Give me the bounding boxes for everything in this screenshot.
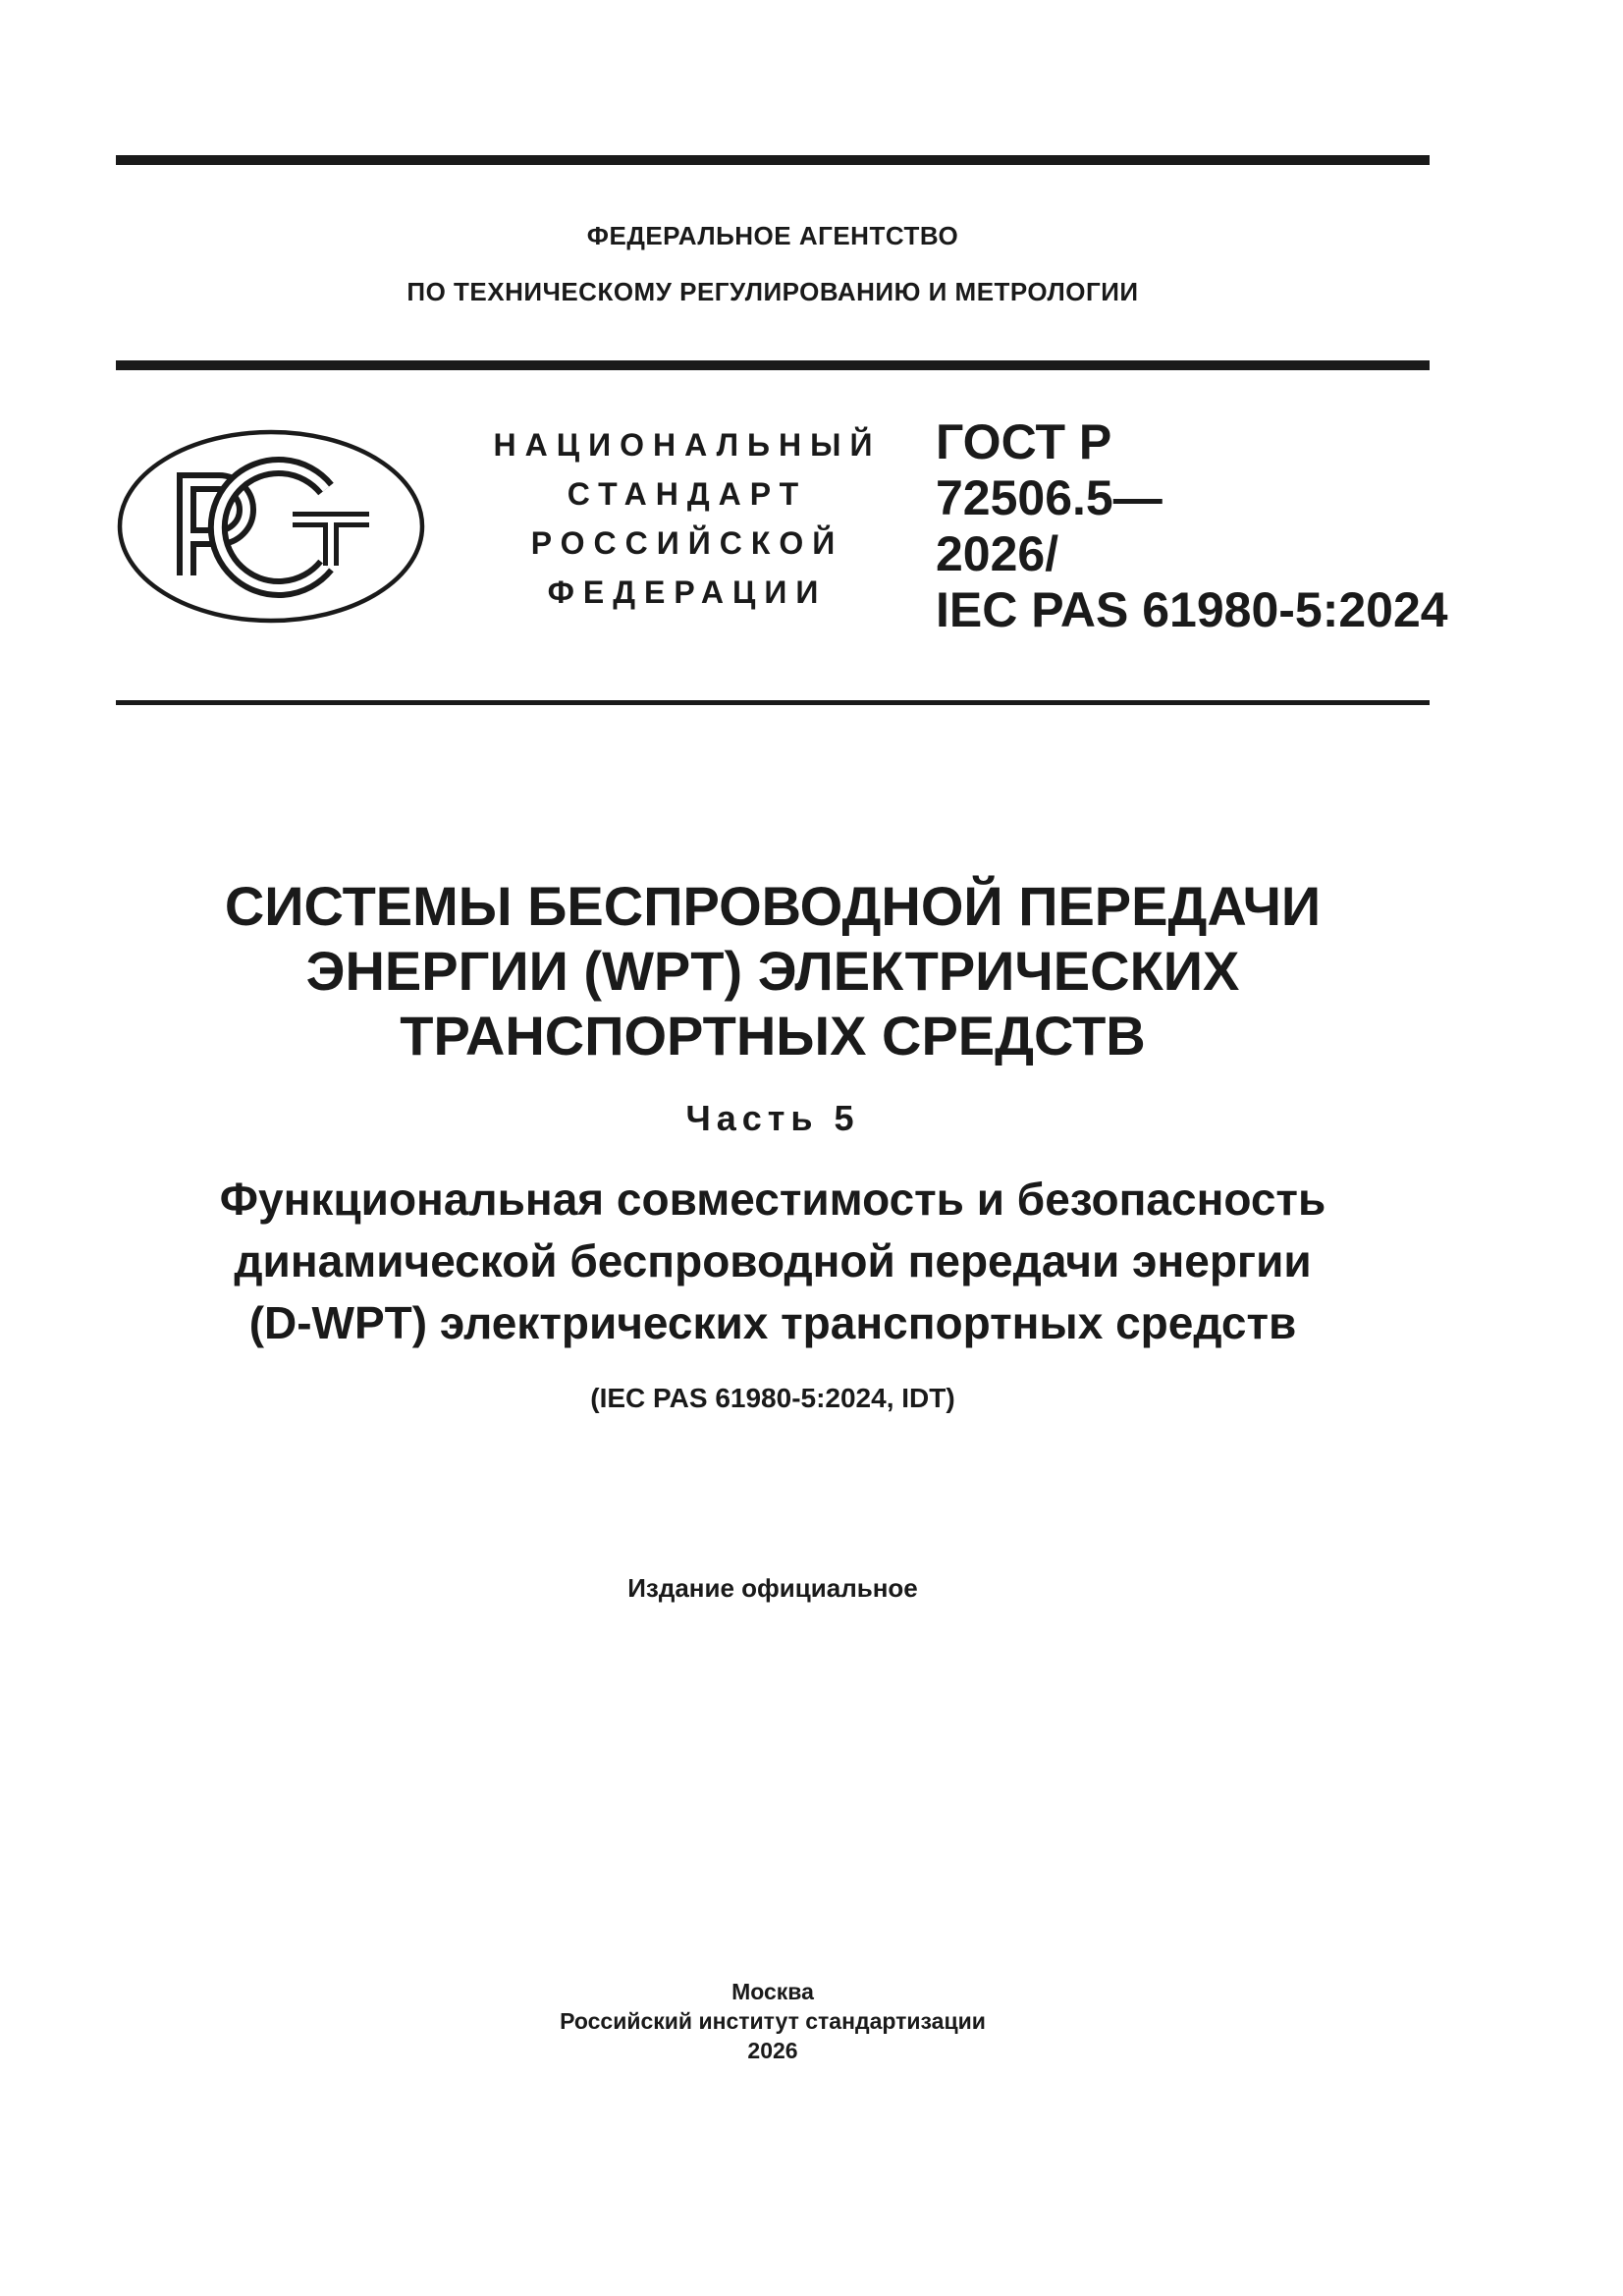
- document-subtitle: [116, 1169, 1430, 1354]
- national-standard-line-1: НАЦИОНАЛЬНЫЙ: [493, 427, 882, 463]
- edition-label: Издание официальное: [627, 1573, 918, 1603]
- standard-designation: [936, 414, 1448, 638]
- imprint: [116, 1977, 1430, 2065]
- imprint-year: 2026: [747, 2038, 798, 2063]
- imprint-publisher: Российский институт стандартизации: [560, 2008, 986, 2034]
- national-standard-line-4: ФЕДЕРАЦИИ: [547, 574, 828, 610]
- subtitle-line-1: Функциональная совместимость и безопасность: [219, 1174, 1326, 1225]
- agency-line-1: ФЕДЕРАЛЬНОЕ АГЕНТСТВО: [586, 221, 959, 250]
- title-line-2: ЭНЕРГИИ (WPT) ЭЛЕКТРИЧЕСКИХ: [305, 940, 1240, 1002]
- designation-line-1: ГОСТ Р: [936, 414, 1112, 469]
- national-standard-line-3: РОССИЙСКОЙ: [530, 525, 844, 561]
- designation-line-3: 2026/: [936, 526, 1059, 581]
- rst-logo-icon: [116, 428, 426, 625]
- national-standard-line-2: СТАНДАРТ: [567, 476, 808, 512]
- subtitle-line-2: динамической беспроводной передачи энергии: [234, 1235, 1312, 1286]
- document-title: [116, 874, 1430, 1068]
- title-line-3: ТРАНСПОРТНЫХ СРЕДСТВ: [400, 1005, 1146, 1066]
- designation-line-2: 72506.5—: [936, 470, 1163, 525]
- imprint-city: Москва: [731, 1979, 814, 2004]
- title-line-1: СИСТЕМЫ БЕСПРОВОДНОЙ ПЕРЕДАЧИ: [224, 875, 1322, 937]
- header-bottom-rule: [116, 700, 1430, 705]
- agency-line-2: ПО ТЕХНИЧЕСКОМУ РЕГУЛИРОВАНИЮ И МЕТРОЛОГИИ: [406, 277, 1139, 306]
- part-label: Часть 5: [685, 1098, 860, 1138]
- designation-line-4: IEC PAS 61980-5:2024: [936, 582, 1448, 637]
- subtitle-line-3: (D-WPT) электрических транспортных средств: [248, 1297, 1297, 1348]
- top-rule: [116, 155, 1430, 165]
- agency-bottom-rule: [116, 360, 1430, 370]
- reference-standard: (IEC PAS 61980-5:2024, IDT): [590, 1383, 955, 1413]
- national-standard-label: [461, 420, 913, 617]
